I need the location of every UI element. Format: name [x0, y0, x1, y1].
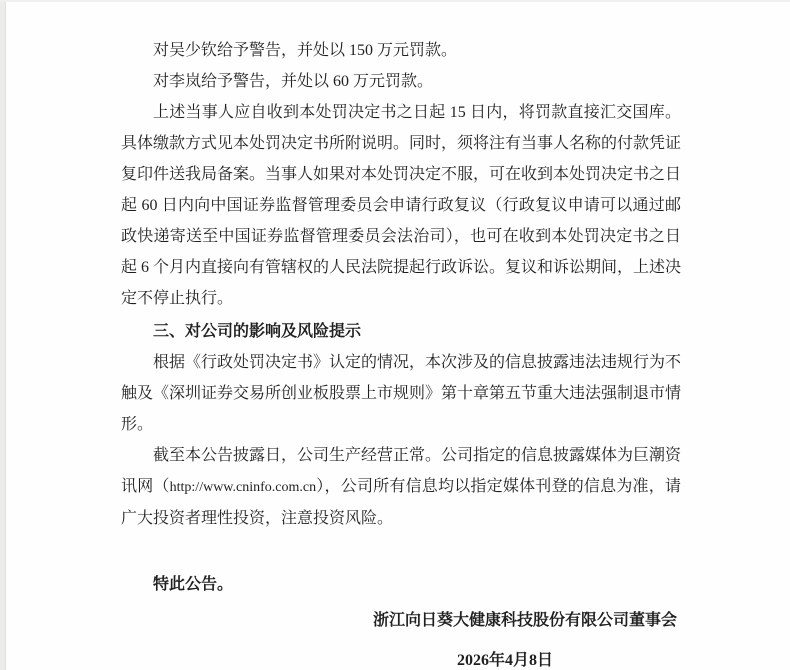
signature-company-board: 浙江向日葵大健康科技股份有限公司董事会	[372, 612, 677, 629]
scan-edge-shadow	[0, 2, 6, 670]
company-status-paragraph	[121, 440, 681, 534]
status-text-after-url: ），公司所有信息均以指定媒体刊登的信息为准，请广大投资者理性投资，注意投资风险。	[121, 478, 681, 527]
status-text-before-url: 截至本公告披露日，公司生产经营正常。公司指定的信息披露媒体为巨潮资讯网（	[121, 447, 682, 495]
cninfo-url-text: http://www.cninfo.com.cn	[169, 480, 317, 495]
payment-and-appeal-paragraph: 上述当事人应自收到本处罚决定书之日起 15 日内，将罚款直接汇交国库。具体缴款方式见本处罚决定书所附说明。同时，须将注有当事人名称的付款凭证复印件送我局备案。当事人如果对本处罚决定不服，可在收到本处罚决定书之日起 60 日内向中国证券监督管理委员会申请行政复议（行政复议申请可以通过邮政快递寄送至中国证券监督管理委员会法治司），也可在收到本处罚决定书之日起 6 个月内直接向有管辖权的人民法院提起行政诉讼。复议和诉讼期间，上述决定不停止执行。	[121, 104, 682, 307]
announcement-body	[121, 35, 681, 670]
section-heading-impact-and-risk: 三、对公司的影响及风险提示	[153, 323, 362, 340]
penalty-wu-paragraph: 对吴少钦给予警告，并处以 150 万元罚款。	[153, 42, 458, 59]
closing-statement: 特此公告。	[153, 576, 234, 593]
penalty-li-paragraph: 对李岚给予警告，并处以 60 万元罚款。	[153, 73, 434, 90]
impact-assessment-paragraph: 根据《行政处罚决定书》认定的情况，本次涉及的信息披露违法违规行为不触及《深圳证券交易所创业板股票上市规则》第十章第五节重大违法强制退市情形。	[121, 354, 682, 433]
signature-date: 2026年4月8日	[456, 652, 553, 669]
